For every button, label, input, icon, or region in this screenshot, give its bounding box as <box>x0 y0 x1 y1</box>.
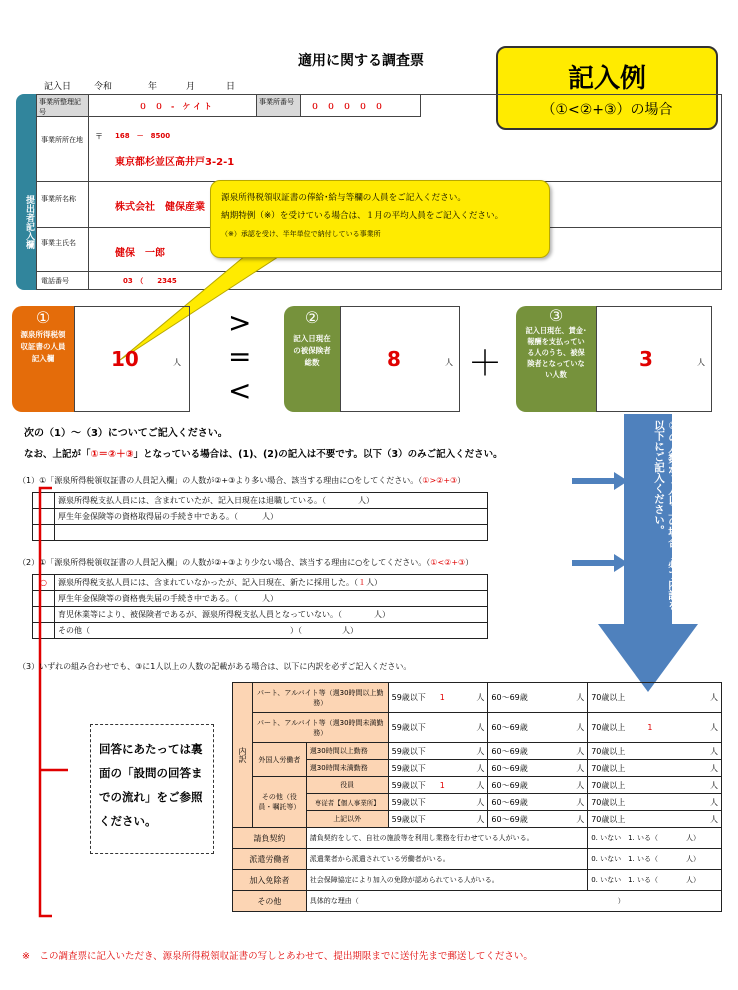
age-label: 59歳以下 <box>391 723 426 732</box>
owner-value: 健保 一郎 <box>115 248 165 259</box>
breakdown-cell[interactable] <box>588 777 722 794</box>
box-1-number: ① <box>35 308 51 327</box>
breakdown-cell[interactable] <box>388 760 488 777</box>
section-2-heading-end: ） <box>465 558 474 567</box>
section-1-reason: 厚生年金保険等の資格取得届の手続き中である。（ 人） <box>55 509 488 525</box>
breakdown-cell[interactable] <box>488 713 588 743</box>
box-2-number: ② <box>304 308 320 327</box>
breakdown-category: 役員 <box>306 777 388 794</box>
other-label: その他（役員・嘱託等） <box>252 777 306 828</box>
section-2-table <box>32 574 488 639</box>
breakdown-category: 週30時間未満勤務 <box>306 760 388 777</box>
unit: 人 <box>476 814 485 824</box>
section-1-table <box>32 492 488 541</box>
breakdown-category: パート、アルバイト等（週30時間未満勤務） <box>252 713 388 743</box>
breakdown-cell[interactable] <box>588 683 722 713</box>
age-label: 70歳以上 <box>591 723 626 732</box>
phone-label: 電話番号 <box>37 272 89 290</box>
unit: 人 <box>476 797 485 807</box>
extra-text: 請負契約をして、自社の施設等を利用し業務を行わせている人がいる。 <box>306 828 587 849</box>
box-3-number: ③ <box>548 306 564 325</box>
example-title: 記入例 <box>567 64 646 94</box>
footer-note: ※ この調査票に記入いただき、源泉所得税領収証書の写しとあわせて、提出期限までに送付先まで郵送してください。 <box>22 951 533 962</box>
age-label: 70歳以上 <box>591 746 626 756</box>
instruction-pre: なお、上記が「 <box>24 449 91 460</box>
extra-text[interactable]: 具体的な理由（ ） <box>306 891 721 912</box>
breakdown-cell[interactable] <box>488 683 588 713</box>
instruction-red: ①＝②＋③ <box>90 449 134 460</box>
instruction-line-2 <box>24 446 503 460</box>
section-3-heading: （3）いずれの組み合わせでも、③に1人以上の人数の記載がある場合は、以下に内訳を必ずご記入ください。 <box>18 662 412 671</box>
name-value: 株式会社 健保産業 <box>115 202 205 213</box>
unit: 人 <box>710 814 718 824</box>
section-2-heading-red: ①<②+③ <box>430 558 466 567</box>
box-3-input[interactable] <box>596 306 712 412</box>
address-value: 東京都杉並区高井戸3-2-1 <box>115 157 235 168</box>
foreign-label: 外国人労働者 <box>252 743 306 777</box>
submitter-side-label: 提出者記入欄 <box>16 94 36 290</box>
breakdown-cell[interactable] <box>488 760 588 777</box>
breakdown-category: 専従者【個人事業所】 <box>306 794 388 811</box>
extra-label: 派遣労働者 <box>233 849 307 870</box>
extra-option[interactable]: 0. いない 1. いる（ 人） <box>588 849 722 870</box>
breakdown-cell[interactable] <box>388 683 488 713</box>
unit: 人 <box>710 746 718 756</box>
unit: 人 <box>476 763 485 773</box>
compare-lt: < <box>228 374 252 407</box>
box-3-unit: 人 <box>697 358 705 367</box>
era-label: 令和 <box>94 82 113 92</box>
day-label: 日 <box>226 82 236 92</box>
unit: 人 <box>576 763 585 773</box>
compare-gt: > <box>228 306 252 339</box>
office-number-value[interactable]: ０ ０ ０ ０ ０ <box>301 95 421 117</box>
breakdown-cell[interactable] <box>388 777 488 794</box>
unit: 人 <box>710 723 718 732</box>
name-label: 事業所名称 <box>37 182 89 228</box>
age-label: 59歳以下 <box>391 814 426 824</box>
month-label: 月 <box>186 82 196 92</box>
red-bracket <box>30 486 70 926</box>
compare-eq: = <box>228 340 252 373</box>
box-2-label: 記入日現在の被保険者総数 <box>293 334 331 367</box>
age-value: 1 <box>647 723 653 732</box>
box-3-label: 記入日現在、賃金･報酬を支払っている人のうち、被保険者となっていない人数 <box>525 326 587 379</box>
age-label: 59歳以下 <box>391 746 426 756</box>
section-1-heading-end: ） <box>457 476 466 485</box>
section-1-reason: 源泉所得税支払人員には、含まれていたが、記入日現在は退職している。（ 人） <box>55 493 488 509</box>
unit: 人 <box>476 723 485 732</box>
box-1-value: 10 <box>111 347 139 371</box>
section-2-heading <box>18 557 473 568</box>
age-label: 60～69歳 <box>491 763 528 773</box>
age-value: 1 <box>439 780 445 790</box>
instruction-line-1: 次の（1）～（3）についてご記入ください。 <box>24 428 228 439</box>
breakdown-cell[interactable] <box>388 743 488 760</box>
breakdown-cell[interactable] <box>588 794 722 811</box>
address-field[interactable] <box>89 117 721 182</box>
age-label: 60～69歳 <box>491 693 528 702</box>
unit: 人 <box>710 763 718 773</box>
instruction-post: 」となっている場合は、(1)、(2)の記入は不要です。以下（3）のみご記入ください。 <box>133 449 503 460</box>
extra-option[interactable]: 0. いない 1. いる（ 人） <box>588 870 722 891</box>
section-2-reason-1-post: 人） <box>366 578 382 587</box>
section-1-reason <box>55 525 488 541</box>
age-label: 59歳以下 <box>391 693 426 702</box>
age-label: 59歳以下 <box>391 780 426 790</box>
example-subtitle: （①<②+③）の場合 <box>541 102 673 118</box>
breakdown-category: パート、アルバイト等（週30時間以上勤務） <box>252 683 388 713</box>
extra-option[interactable]: 0. いない 1. いる（ 人） <box>588 828 722 849</box>
breakdown-cell[interactable] <box>388 713 488 743</box>
office-code-label: 事業所整理記号 <box>37 95 89 117</box>
age-label: 59歳以下 <box>391 763 426 773</box>
age-label: 70歳以上 <box>591 814 626 824</box>
box-3-value: 3 <box>639 347 653 371</box>
age-label: 70歳以上 <box>591 693 626 702</box>
age-label: 59歳以下 <box>391 797 426 807</box>
breakdown-cell[interactable] <box>388 794 488 811</box>
section-2-reason-1-num[interactable]: １ <box>358 578 366 587</box>
unit: 人 <box>576 693 585 702</box>
section-2-reason-1-pre: 源泉所得税支払人員には、含まれていなかったが、記入日現在、新たに採用した。（ <box>58 578 358 587</box>
age-label: 60～69歳 <box>491 814 528 824</box>
breakdown-cell[interactable] <box>488 743 588 760</box>
section-2-mark[interactable]: ○ <box>33 575 55 591</box>
breakdown-table <box>232 682 722 912</box>
unit: 人 <box>576 723 585 732</box>
section-2-reason: 厚生年金保険等の資格喪失届の手続き中である。（ 人） <box>55 591 488 607</box>
section-2-reason <box>55 575 488 591</box>
extra-label: 請負契約 <box>233 828 307 849</box>
extra-label: 加入免除者 <box>233 870 307 891</box>
right-arrow-1 <box>572 472 628 490</box>
unit: 人 <box>476 780 485 790</box>
breakdown-category: 上記以外 <box>306 811 388 828</box>
owner-label: 事業主氏名 <box>37 228 89 272</box>
section-2-reason: 育児休業等により、被保険者であるが、源泉所得税支払人員となっていない。（ 人） <box>55 607 488 623</box>
down-arrow-text: ③の人数が１人以上の場合、必ず内訳を以下にご記入ください。 <box>653 420 679 611</box>
note-text: 回答にあたっては裏面の「設問の回答までの流れ」をご参照ください。 <box>99 742 203 828</box>
section-2-reason: その他（ ）（ 人） <box>55 623 488 639</box>
unit: 人 <box>576 746 585 756</box>
unit: 人 <box>710 693 718 702</box>
year-label: 年 <box>148 82 158 92</box>
callout-line-1: 源泉所得税領収証書の俸給･給与等欄の人員をご記入ください。 <box>221 193 466 203</box>
date-label: 記入日 <box>44 82 72 92</box>
breakdown-cell[interactable] <box>488 811 588 828</box>
callout-bubble <box>210 180 550 258</box>
age-value: 1 <box>439 693 445 702</box>
unit: 人 <box>476 746 485 756</box>
breakdown-cell[interactable] <box>588 713 722 743</box>
breakdown-cell[interactable] <box>588 743 722 760</box>
age-label: 60～69歳 <box>491 797 528 807</box>
postal-value: 168 － 8500 <box>115 132 171 140</box>
callout-line-2: 納期特例（※）を受けている場合は、１月の平均人員をご記入ください。 <box>221 211 504 221</box>
office-code-value[interactable]: ０ ０ - ケ イ ト <box>89 95 257 117</box>
unit: 人 <box>576 814 585 824</box>
box-1-label: 源泉所得税領収証書の人員記入欄 <box>20 330 66 363</box>
box-2-tab <box>284 306 340 412</box>
unit: 人 <box>476 693 485 702</box>
extra-text: 派遣業者から派遣されている労働者がいる。 <box>306 849 587 870</box>
age-label: 70歳以上 <box>591 763 626 773</box>
age-label: 60～69歳 <box>491 780 528 790</box>
unit: 人 <box>576 780 585 790</box>
office-number-label: 事業所番号 <box>257 95 301 117</box>
unit: 人 <box>710 780 718 790</box>
address-label: 事業所所在地 <box>37 117 89 182</box>
breakdown-cell[interactable] <box>488 777 588 794</box>
box-1-tab <box>12 306 74 412</box>
breakdown-cell[interactable] <box>388 811 488 828</box>
page-title: 適用に関する調査票 <box>298 53 424 69</box>
right-arrow-2 <box>572 554 628 572</box>
breakdown-cell[interactable] <box>588 811 722 828</box>
plus-sign: ＋ <box>468 344 502 384</box>
breakdown-cell[interactable] <box>488 794 588 811</box>
age-label: 60～69歳 <box>491 723 528 732</box>
note-box <box>90 724 214 854</box>
callout-note: （※）承認を受け、半年単位で納付している事業所 <box>221 230 381 238</box>
box-1-input[interactable] <box>74 306 190 412</box>
unit: 人 <box>710 797 718 807</box>
postal-mark: 〒 <box>95 132 103 141</box>
breakdown-cell[interactable] <box>588 760 722 777</box>
unit: 人 <box>576 797 585 807</box>
box-2-unit: 人 <box>445 358 453 367</box>
breakdown-category: 週30時間以上勤務 <box>306 743 388 760</box>
section-1-heading-text: （1）①「源泉所得税領収証書の人員記入欄」の人数が②+③より多い場合、該当する理由に○をしてください。（ <box>18 476 423 485</box>
box-2-input[interactable] <box>340 306 460 412</box>
age-label: 60～69歳 <box>491 746 528 756</box>
section-2-heading-text: （2）①「源泉所得税領収証書の人員記入欄」の人数が②+③より少ない場合、該当する理由に○をしてください。（ <box>18 558 431 567</box>
phone-value: 03 （ 2345 <box>123 277 177 285</box>
box-2-value: 8 <box>387 347 401 371</box>
extra-label: その他 <box>233 891 307 912</box>
breakdown-inner-label: 内訳 <box>233 683 253 828</box>
age-label: 70歳以上 <box>591 797 626 807</box>
extra-text: 社会保障協定により加入の免除が認められている人がいる。 <box>306 870 587 891</box>
date-row <box>44 79 264 91</box>
box-1-unit: 人 <box>173 358 181 367</box>
section-1-heading-red: ①>②+③ <box>422 476 458 485</box>
section-1-heading <box>18 475 465 486</box>
box-3-tab <box>516 306 596 412</box>
age-label: 70歳以上 <box>591 780 626 790</box>
